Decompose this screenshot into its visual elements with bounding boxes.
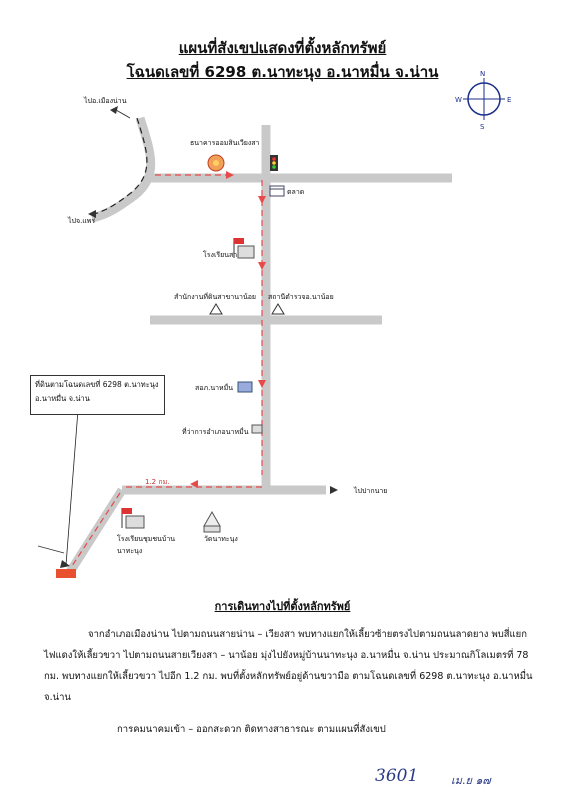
property-callout xyxy=(30,375,165,415)
directions-text xyxy=(44,624,534,708)
property-callout-line2: อ.นาหมื่น จ.น่าน xyxy=(35,394,90,403)
label-distance: 1.2 กม. xyxy=(145,478,170,486)
property-plot-marker xyxy=(56,569,76,578)
label-district-office: ที่ว่าการอำเภอนาหมื่น xyxy=(182,428,249,436)
bank-icon xyxy=(208,155,224,171)
label-to-mueang-nan: ไปอ.เมืองน่าน xyxy=(84,97,127,105)
label-market: ตลาด xyxy=(287,188,305,196)
compass-west: W xyxy=(455,96,462,104)
compass-south: S xyxy=(480,123,485,131)
traffic-light-icon xyxy=(270,155,278,171)
route-dashed-red xyxy=(72,175,262,566)
community-school-icon xyxy=(122,508,144,528)
label-temple: วัดนาทะนุง xyxy=(204,535,238,543)
label-police: สถานีตำรวจอ.นาน้อย xyxy=(268,293,334,301)
triangle-marker-icon xyxy=(210,304,284,314)
label-land-office: สำนักงานที่ดินสาขานาน้อย xyxy=(174,293,257,301)
arrow-right-icon xyxy=(330,486,338,494)
access-note: การคมนาคมเข้า – ออกสะดวก ติดทางสาธารณะ ตามแผนที่สังเขป xyxy=(117,724,386,735)
deed-subtitle: โฉนดเลขที่ 6298 ต.นาทะนุง อ.นาหมื่น จ.น่าน xyxy=(126,63,439,81)
district-office-icon xyxy=(252,425,262,433)
label-community-school-1: โรงเรียนชุมชนบ้าน xyxy=(117,535,176,543)
leader-line xyxy=(66,410,78,565)
label-hospital: สอภ.นาหมื่น xyxy=(195,384,234,392)
compass-north: N xyxy=(480,70,486,78)
temple-icon xyxy=(204,512,220,532)
directions-heading: การเดินทางไปที่ตั้งหลักทรัพย์ xyxy=(214,600,351,613)
route-dashed-black xyxy=(94,118,147,214)
compass-east: E xyxy=(507,96,512,104)
label-to-pua: ไปปากนาย xyxy=(354,487,388,495)
label-community-school-2: นาทะนุง xyxy=(117,547,143,555)
map-title: แผนที่สังเขปแสดงที่ตั้งหลักทรัพย์ xyxy=(178,39,387,57)
handwritten-mark: เม.ย ๑๗ xyxy=(451,774,491,787)
property-callout-line1: ที่ดินตามโฉนดเลขที่ 6298 ต.นาทะนุง xyxy=(35,380,159,389)
road-network xyxy=(70,118,452,572)
directions-paragraph: จากอำเภอเมืองน่าน ไปตามถนนสายน่าน – เวียงสา พบทางแยกให้เลี้ยวซ้ายตรงไปตามถนนลาดยาง พบสี่แยกไฟแดงให้เลี้ยวขวา ไปตามถนนสายเวียงสา – นาน้อย มุ่งไปยังหมู่บ้านนาทะนุง อ.นาหมื่น จ.น่าน ประมาณกิโลเมตรที่ 78 กม. พบทางแยกให้เลี้ยวขวา ไปอีก 1.2 กม. พบที่ตั้งหลักทรัพย์อยู่ด้านขวามือ ตามโฉนดเลขที่ 6298 ต.นาทะนุง อ.นาหมื่น จ.น่าน xyxy=(44,629,533,703)
handwritten-number: 3601 xyxy=(375,766,419,786)
market-icon xyxy=(270,186,284,196)
hospital-icon xyxy=(238,382,252,392)
compass-icon xyxy=(455,70,511,131)
label-school: โรงเรียนสา xyxy=(203,251,238,259)
label-to-phrae: ไปจ.แพร่ xyxy=(68,217,96,225)
label-bank: ธนาคารออมสินเวียงสา xyxy=(190,139,260,147)
